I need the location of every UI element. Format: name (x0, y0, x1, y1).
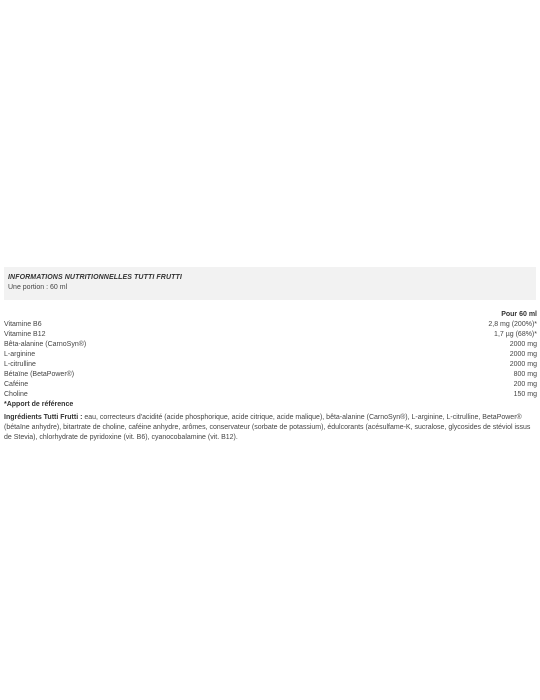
table-row (4, 330, 537, 340)
nutrient-name: Vitamine B12 (4, 331, 46, 338)
nutrition-title: INFORMATIONS NUTRITIONNELLES TUTTI FRUTTI (8, 274, 182, 281)
ingredients-text: eau, correcteurs d'acidité (acide phosphorique, acide citrique, acide malique), bêta-alanine (CarnoSyn®), L-arginine, L-citrulline, BetaPower® (bétaïne anhydre), bitartrate de choline, caféine anhydre, arômes, conservateur (sorbate de potassium), édulcorants (acésulfame-K, sucralose, glycosides de stéviol issus de Stevia), chlorhydrate de pyridoxine (vit. B6), cyanocobalamine (vit. B12). (4, 414, 531, 441)
table-header-row (4, 310, 537, 320)
nutrient-value: 150 mg (513, 391, 537, 398)
nutrient-name: Bétaïne (BetaPower®) (4, 371, 75, 378)
table-row (4, 380, 537, 390)
ingredients-paragraph (4, 413, 536, 443)
table-row (4, 350, 537, 360)
nutrient-value: 2000 mg (509, 361, 537, 368)
nutrient-value: 1,7 µg (68%)* (494, 331, 537, 338)
nutrient-value: 200 mg (513, 381, 537, 388)
nutrient-value: 2000 mg (509, 341, 537, 348)
nutrient-name: L-citrulline (4, 361, 36, 368)
column-header-per-60ml: Pour 60 ml (501, 311, 537, 318)
nutrient-name: Choline (4, 391, 28, 398)
reference-footnote: *Apport de référence (4, 401, 74, 408)
nutrition-header (4, 267, 536, 300)
nutrient-name: Caféine (4, 381, 29, 388)
ingredients-label: Ingrédients Tutti Frutti : (4, 414, 83, 421)
nutrient-name: Bêta-alanine (CarnoSyn®) (4, 341, 87, 348)
nutrient-value: 800 mg (513, 371, 537, 378)
table-row (4, 390, 537, 400)
nutrient-value: 2,8 mg (200%)* (488, 321, 537, 328)
nutrition-table (4, 300, 537, 400)
nutrient-name: L-arginine (4, 351, 36, 358)
table-row (4, 360, 537, 370)
table-row (4, 370, 537, 380)
nutrition-section (0, 267, 540, 443)
table-row (4, 320, 537, 330)
portion-size: Une portion : 60 ml (8, 284, 68, 291)
nutrient-name: Vitamine B6 (4, 321, 42, 328)
table-row (4, 340, 537, 350)
nutrient-value: 2000 mg (509, 351, 537, 358)
